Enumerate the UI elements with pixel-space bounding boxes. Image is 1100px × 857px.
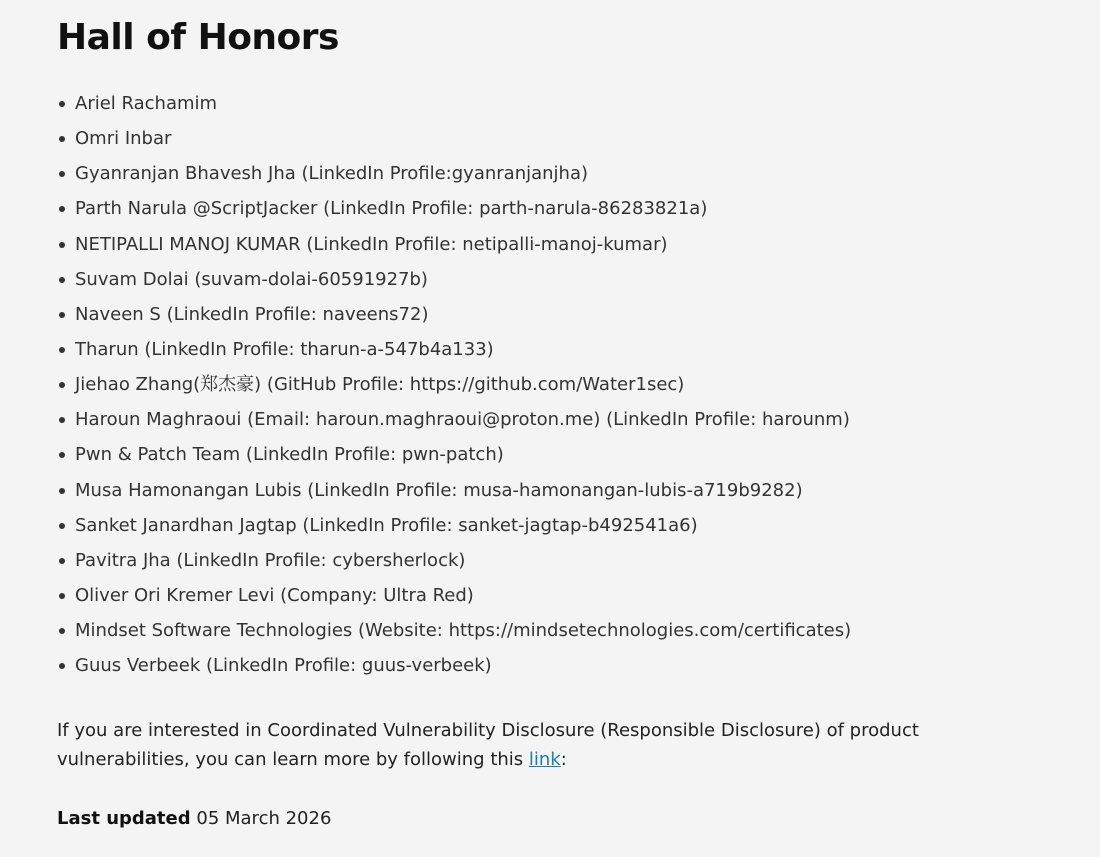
list-item-text: Parth Narula @ScriptJacker (LinkedIn Profile: parth-narula-86283821a) bbox=[75, 198, 708, 220]
list-item-text: Pwn & Patch Team (LinkedIn Profile: pwn-patch) bbox=[75, 444, 504, 466]
list-item bbox=[57, 508, 851, 543]
bullet-icon bbox=[59, 312, 65, 318]
list-item-text: Oliver Ori Kremer Levi (Company: Ultra Red) bbox=[75, 584, 474, 606]
list-item bbox=[57, 297, 851, 332]
bullet-icon bbox=[59, 171, 65, 177]
list-item-text: NETIPALLI MANOJ KUMAR (LinkedIn Profile: netipalli-manoj-kumar) bbox=[75, 233, 668, 255]
list-item bbox=[57, 473, 851, 508]
list-item bbox=[57, 121, 851, 156]
list-item bbox=[57, 191, 851, 226]
bullet-icon bbox=[59, 593, 65, 599]
bullet-icon bbox=[59, 523, 65, 529]
bullet-icon bbox=[59, 663, 65, 669]
list-item-text: Tharun (LinkedIn Profile: tharun-a-547b4a133) bbox=[75, 338, 494, 360]
list-item bbox=[57, 367, 851, 402]
list-item bbox=[57, 578, 851, 613]
list-item-text: Haroun Maghraoui (Email: haroun.maghraoui@proton.me) (LinkedIn Profile: harounm) bbox=[75, 409, 850, 431]
bullet-icon bbox=[59, 417, 65, 423]
list-item bbox=[57, 86, 851, 121]
bullet-icon bbox=[59, 206, 65, 212]
list-item bbox=[57, 543, 851, 578]
list-item bbox=[57, 156, 851, 191]
list-item-text: Musa Hamonangan Lubis (LinkedIn Profile: musa-hamonangan-lubis-a719b9282) bbox=[75, 479, 803, 501]
list-item bbox=[57, 332, 851, 367]
bullet-icon bbox=[59, 101, 65, 107]
list-item bbox=[57, 613, 851, 648]
bullet-icon bbox=[59, 488, 65, 494]
list-item-text: Gyanranjan Bhavesh Jha (LinkedIn Profile:gyanranjanjha) bbox=[75, 163, 588, 185]
list-item-text: Suvam Dolai (suvam-dolai-60591927b) bbox=[75, 268, 428, 290]
list-item-text: Guus Verbeek (LinkedIn Profile: guus-verbeek) bbox=[75, 655, 492, 677]
disclosure-text: If you are interested in Coordinated Vulnerability Disclosure (Responsible Disclosure) of product vulnerabilities, you can learn more by following this bbox=[57, 720, 919, 770]
last-updated-label: Last updated bbox=[57, 808, 191, 829]
bullet-icon bbox=[59, 242, 65, 248]
list-item-text: Ariel Rachamim bbox=[75, 93, 218, 114]
list-item bbox=[57, 262, 851, 297]
last-updated-date: 05 March 2026 bbox=[196, 808, 332, 829]
disclosure-link[interactable]: link bbox=[528, 749, 561, 770]
list-item-text: Naveen S (LinkedIn Profile: naveens72) bbox=[75, 303, 429, 325]
disclosure-text-end: : bbox=[560, 749, 567, 770]
list-item-text: Pavitra Jha (LinkedIn Profile: cybersherlock) bbox=[75, 549, 466, 571]
list-item bbox=[57, 437, 851, 472]
list-item-text: Omri Inbar bbox=[75, 128, 172, 150]
page-title: Hall of Honors bbox=[57, 17, 339, 58]
last-updated bbox=[57, 804, 331, 834]
bullet-icon bbox=[59, 628, 65, 634]
bullet-icon bbox=[59, 558, 65, 564]
list-item-text: Mindset Software Technologies (Website: https://mindsetechnologies.com/certificates) bbox=[75, 620, 852, 642]
honors-list bbox=[57, 86, 851, 683]
bullet-icon bbox=[59, 452, 65, 458]
list-item-text: Sanket Janardhan Jagtap (LinkedIn Profile: sanket-jagtap-b492541a6) bbox=[75, 514, 698, 536]
list-item bbox=[57, 648, 851, 683]
bullet-icon bbox=[59, 347, 65, 353]
bullet-icon bbox=[59, 277, 65, 283]
disclosure-paragraph bbox=[57, 716, 957, 774]
list-item bbox=[57, 227, 851, 262]
list-item-text: Jiehao Zhang(郑杰豪) (GitHub Profile: https://github.com/Water1sec) bbox=[75, 374, 685, 396]
bullet-icon bbox=[59, 382, 65, 388]
list-item bbox=[57, 402, 851, 437]
bullet-icon bbox=[59, 136, 65, 142]
